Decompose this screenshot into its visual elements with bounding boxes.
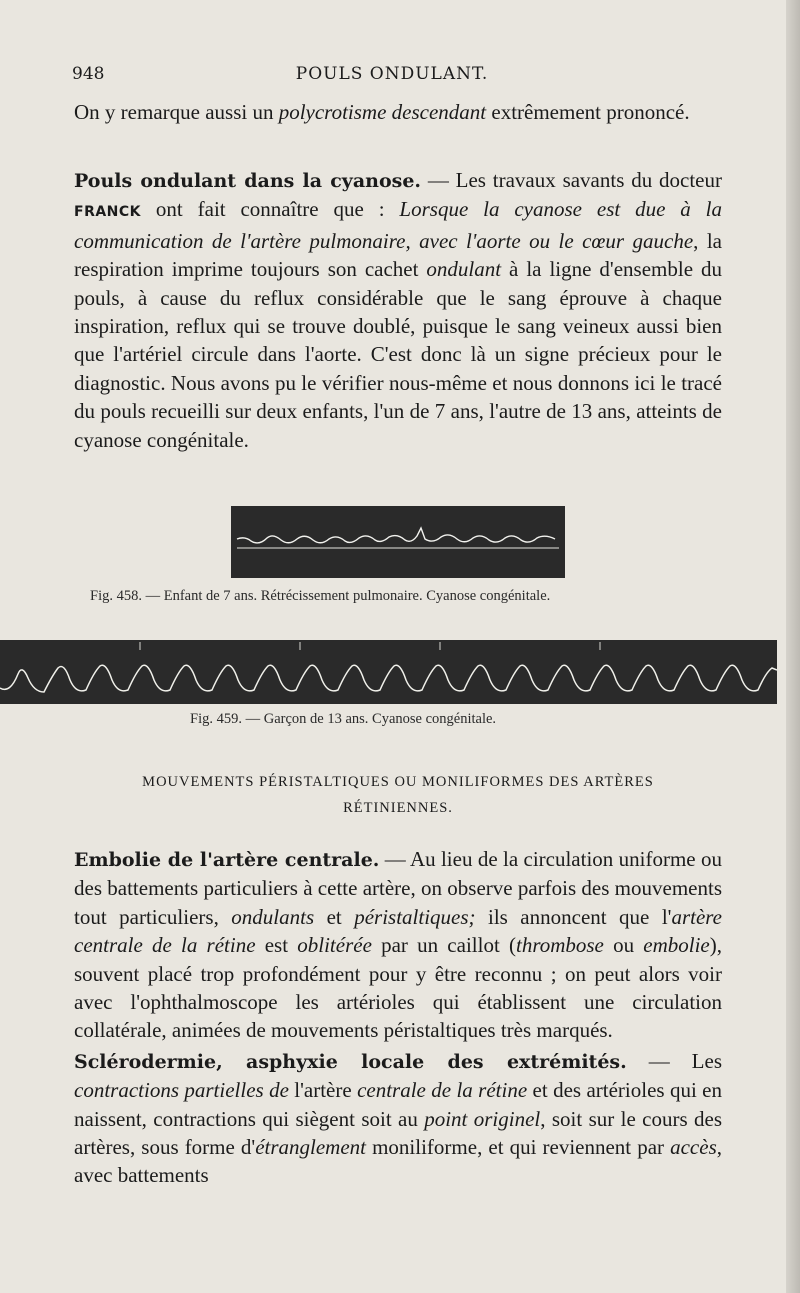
running-header (72, 64, 712, 90)
caption-figure-459: Fig. 459. — Garçon de 13 ans. Cyanose congénitale. (190, 711, 497, 727)
heading-embolie: Embolie de l'artère centrale. (74, 849, 380, 871)
paragraph-cyanose: Pouls ondulant dans la cyanose. — Les travaux savants du docteur FRANCK ont fait connaître que : Lorsque la cyanose est due à la communication de l'artère pulmonaire, avec l'aorte ou le cœur gauche, la respiration imprime toujours son cachet ondulant à la ligne d'ensemble du pouls, à cause du reflux considérable que le sang éprouve à chaque inspiration, reflux qui se trouve doublé, puisque le sang veineux aussi bien que l'artériel circule dans l'aorte. C'est donc là un signe précieux pour le diagnostic. Nous avons pu le vérifier nous-même et nous donnons ici le tracé du pouls recueilli sur deux enfants, l'un de 7 ans, l'autre de 13 ans, atteints de cyanose congénitale. (74, 168, 723, 452)
paragraph-polycrotisme: On y remarque aussi un polycrotisme descendant extrêmement prononcé. (74, 100, 690, 124)
caption-figure-458: Fig. 458. — Enfant de 7 ans. Rétrécissement pulmonaire. Cyanose congénitale. (90, 588, 551, 604)
section-title-line-2: RÉTINIENNES. (343, 800, 453, 816)
heading-sclerodermie: Sclérodermie, asphyxie locale des extrémités. (74, 1050, 627, 1073)
text-block-retine (74, 845, 722, 1190)
paragraph-sclerodermie: Sclérodermie, asphyxie locale des extrémités. — Les contractions partielles de l'artère centrale de la rétine et des artérioles qui en naissent, contractions qui siègent soit au point originel, soit sur le cours des artères, sous forme d'étranglement moniliforme, et qui reviennent par accès, avec battements (74, 1048, 723, 1188)
paragraph-embolie: Embolie de l'artère centrale. — Au lieu de la circulation uniforme ou des battements particuliers à cette artère, on observe parfois des mouvements tout particuliers, ondulants et péristaltiques; ils annoncent que l'artère centrale de la rétine est oblitérée par un caillot (thrombose ou embolie), souvent placé trop profondément pour y être reconnu ; on peut alors voir avec l'ophthalmoscope les artérioles qui établissent une circulation collatérale, animées de mouvements péristaltiques très marqués. (74, 847, 723, 1043)
text-block-cyanose (74, 166, 722, 454)
pulse-trace-figure-459 (0, 640, 777, 704)
author-name: FRANCK (74, 204, 142, 221)
page-edge (786, 0, 800, 1293)
heading-pouls-ondulant-cyanose: Pouls ondulant dans la cyanose. (74, 170, 422, 192)
page-number: 948 (72, 64, 105, 84)
text-block-top (74, 98, 722, 126)
pulse-trace-figure-458 (231, 506, 565, 578)
running-title: POULS ONDULANT. (295, 64, 489, 84)
section-title-line-1: MOUVEMENTS PÉRISTALTIQUES OU MONILIFORMES DES ARTÈRES (142, 774, 654, 790)
